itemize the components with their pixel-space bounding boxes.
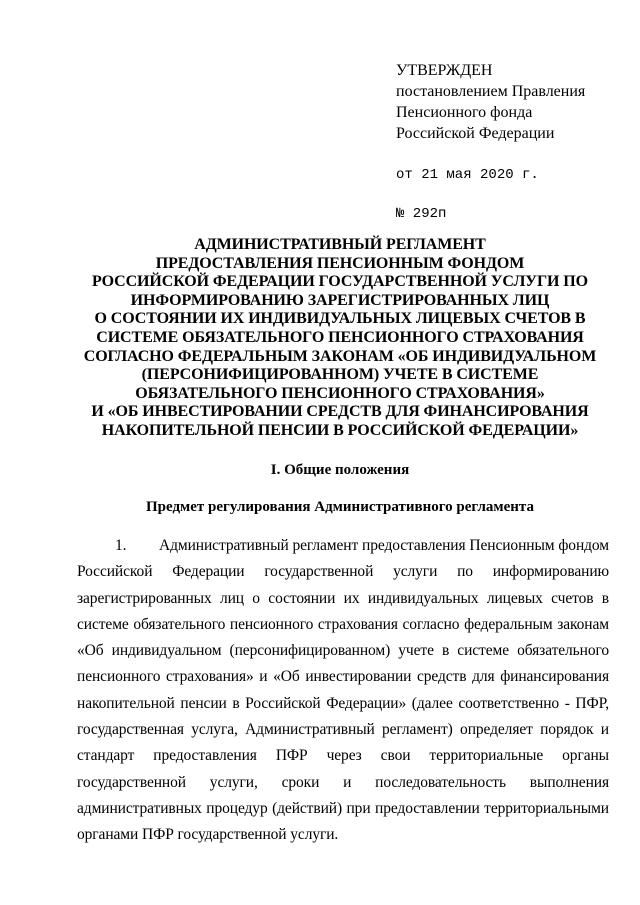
heading-line: О СОСТОЯНИИ ИХ ИНДИВИДУАЛЬНЫХ ЛИЦЕВЫХ СЧЕТОВ В: [94, 310, 586, 328]
heading-line: ИНФОРМИРОВАНИЮ ЗАРЕГИСТРИРОВАННЫХ ЛИЦ: [130, 291, 550, 309]
heading-line: СОГЛАСНО ФЕДЕРАЛЬНЫМ ЗАКОНАМ «ОБ ИНДИВИДУАЛЬНОМ: [83, 347, 597, 365]
heading-line: И «ОБ ИНВЕСТИРОВАНИИ СРЕДСТВ ДЛЯ ФИНАНСИРОВАНИЯ: [91, 403, 589, 421]
document-heading: [70, 236, 610, 441]
section-title: I. Общие положения: [270, 462, 410, 478]
heading-line: АДМИНИСТРАТИВНЫЙ РЕГЛАМЕНТ: [194, 236, 486, 253]
approval-title: УТВЕРЖДЕН: [396, 62, 493, 79]
approval-line-2: Пенсионного фонда: [396, 104, 533, 121]
heading-line: СИСТЕМЕ ОБЯЗАТЕЛЬНОГО ПЕНСИОННОГО СТРАХОВАНИЯ: [96, 328, 584, 346]
approval-date: от 21 мая 2020 г.: [396, 167, 539, 183]
paragraph-1: [77, 533, 609, 849]
subsection-title: Предмет регулирования Административного регламента: [146, 499, 534, 515]
paragraph-text: Административный регламент предоставления Пенсионным фондом Российской Федерации государственной услуги по информированию зарегистрированных лиц о состоянии их индивидуальных лицевых счетов в системе обязательного пенсионного страхования согласно федеральным законам «Об индивидуальном (персонифицированном) учете в системе обязательного пенсионного страхования» и «Об инвестировании средств для финансирования накопительной пенсии в Российской Федерации» (далее соответственно - ПФР, государственная услуга, Административный регламент) определяет порядок и стандарт предоставления ПФР через свои территориальные органы государственной услуги, сроки и последовательность выполнения административных процедур (действий) при предоставлении территориальными органами ПФР государственной услуги.: [77, 537, 609, 844]
paragraph-number: 1.: [115, 537, 127, 554]
approval-line-3: Российской Федерации: [396, 125, 555, 142]
heading-line: (ПЕРСОНИФИЦИРОВАННОМ) УЧЕТЕ В СИСТЕМЕ: [141, 366, 539, 384]
approval-line-1: постановлением Правления: [396, 83, 586, 100]
heading-line: ПРЕДОСТАВЛЕНИЯ ПЕНСИОННЫМ ФОНДОМ: [155, 254, 525, 272]
heading-line: РОССИЙСКОЙ ФЕДЕРАЦИИ ГОСУДАРСТВЕННОЙ УСЛУГИ ПО: [92, 273, 588, 291]
approval-number: № 292п: [396, 206, 447, 222]
approval-block: [396, 60, 626, 225]
heading-line: НАКОПИТЕЛЬНОЙ ПЕНСИИ В РОССИЙСКОЙ ФЕДЕРАЦИИ»: [101, 421, 579, 439]
heading-line: ОБЯЗАТЕЛЬНОГО ПЕНСИОННОГО СТРАХОВАНИЯ»: [135, 384, 545, 402]
